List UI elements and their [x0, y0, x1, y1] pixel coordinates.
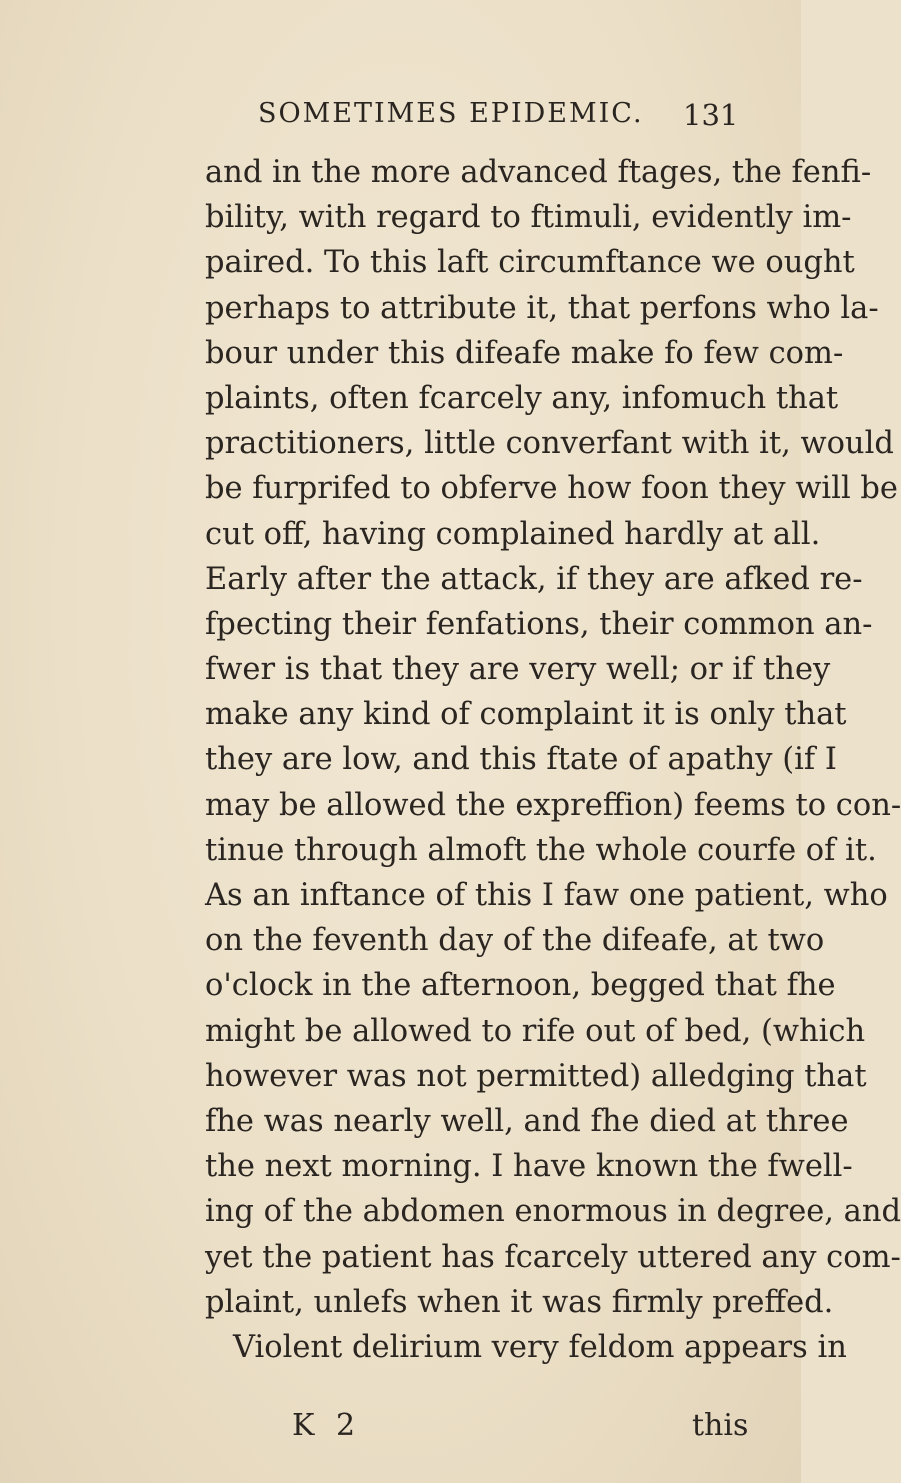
- text-line: and in the more advanced ftages, the fenfi-: [205, 155, 872, 190]
- running-head: [0, 98, 801, 138]
- text-line: o'clock in the afternoon, begged that fhe: [205, 968, 836, 1004]
- text-line: on the feventh day of the difeafe, at two: [205, 923, 825, 959]
- text-line: however was not permitted) alledging that: [205, 1058, 867, 1094]
- text-line: might be allowed to rife out of bed, (which: [205, 1013, 866, 1049]
- text-line: be furprifed to obferve how foon they will be: [205, 471, 898, 507]
- catchword: this: [692, 1408, 749, 1443]
- text-line: plaint, unlefs when it was firmly preffed.: [205, 1284, 834, 1320]
- text-line: fwer is that they are very well; or if they: [205, 652, 831, 688]
- page-number: 131: [683, 98, 739, 132]
- text-line: practitioners, little converfant with it, would: [205, 426, 894, 462]
- text-line: they are low, and this ftate of apathy (if I: [205, 742, 837, 778]
- text-line: plaints, often fcarcely any, infomuch that: [205, 380, 839, 416]
- text-line: tinue through almoft the whole courfe of it.: [205, 832, 877, 868]
- text-line: paired. To this laft circumftance we ought: [205, 245, 855, 281]
- text-line: As an inftance of this I faw one patient, who: [205, 878, 888, 913]
- text-line: ing of the abdomen enormous in degree, and: [205, 1194, 901, 1230]
- text-line: Violent delirium very feldom appears in: [233, 1329, 847, 1365]
- text-line: make any kind of complaint it is only that: [205, 697, 847, 733]
- text-line: Early after the attack, if they are afked re-: [205, 561, 863, 597]
- text-line: cut off, having complained hardly at all.: [205, 516, 821, 552]
- text-line: yet the patient has fcarcely uttered any com-: [205, 1239, 901, 1275]
- text-line: bour under this difeafe make fo few com-: [205, 335, 844, 371]
- text-line: perhaps to attribute it, that perfons who la-: [205, 290, 879, 326]
- body-text: [205, 150, 901, 1370]
- text-line: may be allowed the expreffion) feems to con-: [205, 787, 901, 823]
- text-line: the next morning. I have known the fwell-: [205, 1149, 853, 1185]
- text-line: fpecting their fenfations, their common an-: [205, 606, 873, 642]
- text-line: fhe was nearly well, and fhe died at three: [205, 1103, 849, 1139]
- running-head-title: SOMETIMES EPIDEMIC.: [258, 98, 644, 129]
- signature-mark: K 2: [292, 1408, 362, 1443]
- text-line: bility, with regard to ftimuli, evidently im-: [205, 200, 852, 236]
- page-footer: [0, 1408, 801, 1452]
